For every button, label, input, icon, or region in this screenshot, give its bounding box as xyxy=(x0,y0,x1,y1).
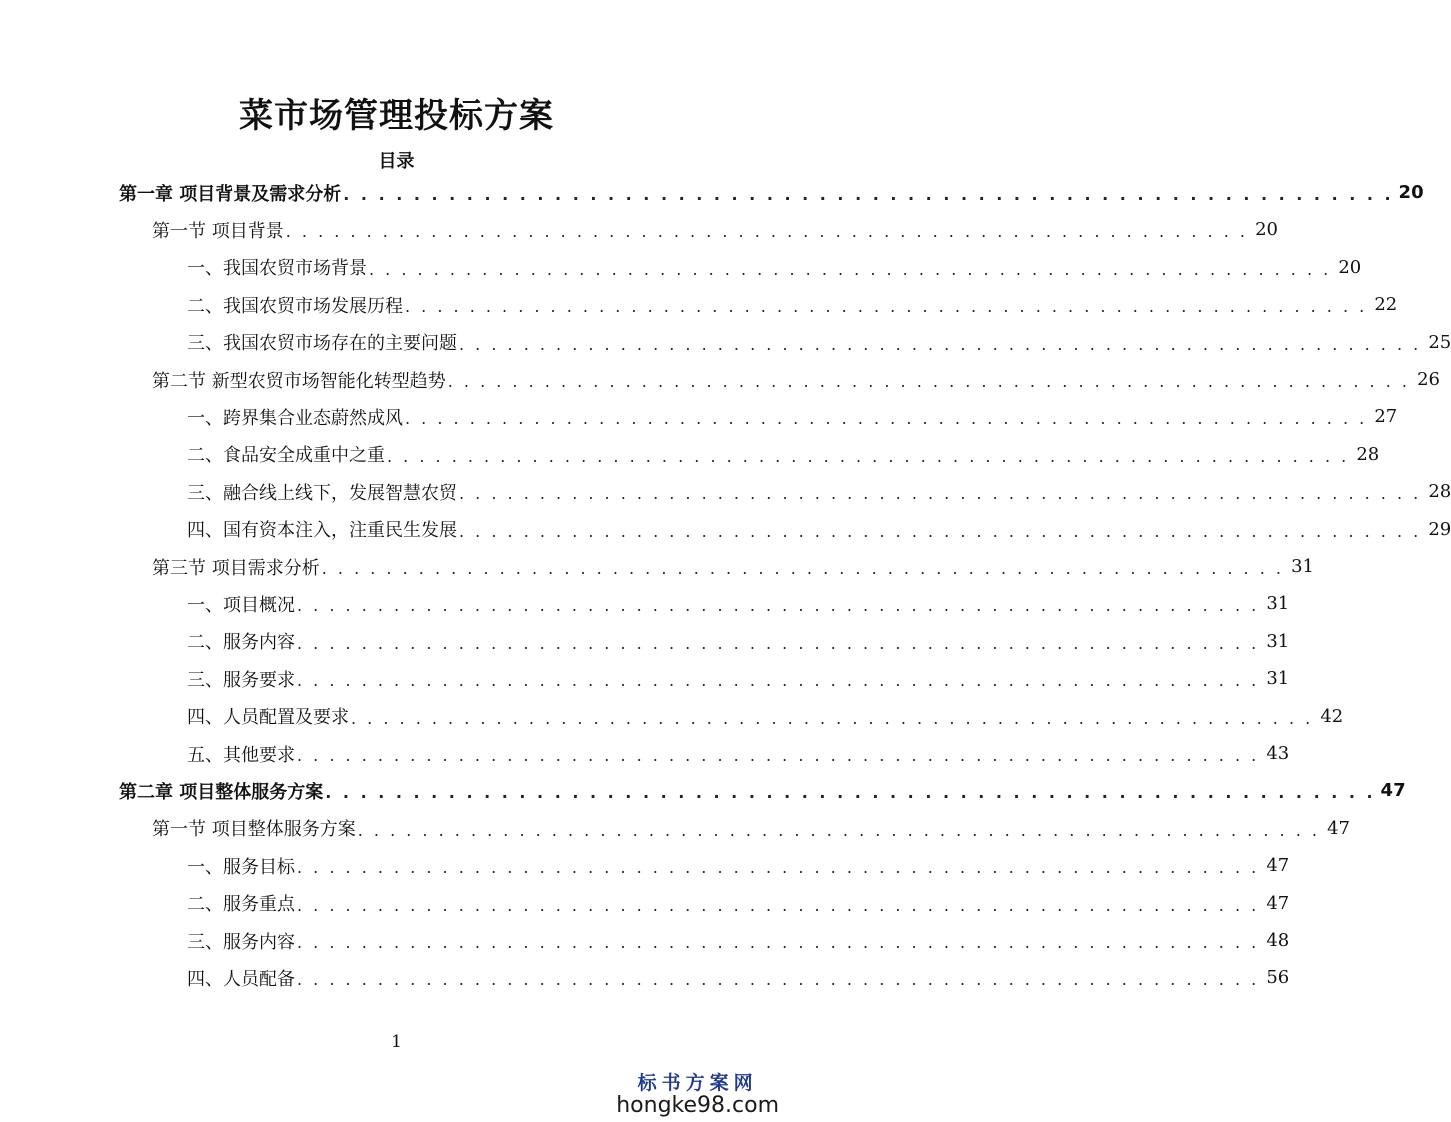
toc-subsection-entry[interactable] xyxy=(187,398,1398,435)
toc-entry-page: 20 xyxy=(1398,182,1424,203)
toc-dot-leader: . . . . . . . . . . . . . . . . . . . . . . . . . . . . . . . . . . . . . . . . . . . . . . . . . . . . . . . . . . . . xyxy=(357,820,1320,840)
toc-dot-leader: . . . . . . . . . . . . . . . . . . . . . . . . . . . . . . . . . . . . . . . . . . . . . . . . . . . . . . . . . . . . xyxy=(387,446,1350,466)
toc-entry-label: 第三节 项目需求分析 xyxy=(152,557,320,579)
toc-entry-label: 一、项目概况 xyxy=(187,594,295,616)
toc-dot-leader: . . . . . . . . . . . . . . . . . . . . . . . . . . . . . . . . . . . . . . . . . . . . . . . . . . . . . . . . . . . . xyxy=(351,708,1314,728)
toc-entry-page: 27 xyxy=(1374,406,1398,428)
toc-dot-leader: . . . . . . . . . . . . . . . . . . . . . . . . . . . . . . . . . . . . . . . . . . . . . . . . . . . . . . . . . . . . xyxy=(297,671,1260,691)
toc-subsection-entry[interactable] xyxy=(187,847,1290,884)
toc-subsection-entry[interactable] xyxy=(187,324,1451,361)
toc-dot-leader: . . . . . . . . . . . . . . . . . . . . . . . . . . . . . . . . . . . . . . . . . . . . . . . . . . . . . . . . . . . . xyxy=(297,633,1260,653)
toc-subsection-entry[interactable] xyxy=(187,436,1380,473)
toc-entry-label: 五、其他要求 xyxy=(187,744,295,766)
toc-entry-page: 28 xyxy=(1356,443,1380,465)
toc-dot-leader: . . . . . . . . . . . . . . . . . . . . . . . . . . . . . . . . . . . . . . . . . . . . . . . . . . . . . . . . . . . . xyxy=(459,334,1422,354)
toc-dot-leader: . . . . . . . . . . . . . . . . . . . . . . . . . . . . . . . . . . . . . . . . . . . . . . . . . . . . . . . . . . . . xyxy=(297,970,1260,990)
toc-entry-page: 47 xyxy=(1266,892,1290,914)
toc-dot-leader: . . . . . . . . . . . . . . . . . . . . . . . . . . . . . . . . . . . . . . . . . . . . . . . . . . . . . . . . . . . . xyxy=(325,783,1376,803)
toc-subsection-entry[interactable] xyxy=(187,249,1362,286)
toc-entry-page: 20 xyxy=(1338,256,1362,278)
toc-entry-page: 47 xyxy=(1380,780,1406,802)
toc-dot-leader: . . . . . . . . . . . . . . . . . . . . . . . . . . . . . . . . . . . . . . . . . . . . . . . . . . . . . . . . . . . . xyxy=(405,297,1368,317)
watermark-url: hongke98.com xyxy=(616,1093,779,1118)
toc-subsection-entry[interactable] xyxy=(187,735,1290,772)
toc-entry-page: 29 xyxy=(1428,518,1451,540)
toc-entry-label: 二、服务重点 xyxy=(187,894,295,916)
toc-subsection-entry[interactable] xyxy=(187,660,1290,697)
toc-entry-page: 47 xyxy=(1266,855,1290,877)
toc-entry-page: 31 xyxy=(1266,593,1290,615)
toc-dot-leader: . . . . . . . . . . . . . . . . . . . . . . . . . . . . . . . . . . . . . . . . . . . . . . . . . . . . . . . . . . . . xyxy=(297,895,1260,915)
toc-section-entry[interactable] xyxy=(152,361,1440,398)
toc-dot-leader: . . . . . . . . . . . . . . . . . . . . . . . . . . . . . . . . . . . . . . . . . . . . . . . . . . . . . . . . . . . . xyxy=(285,222,1248,242)
page-number: 1 xyxy=(391,1032,402,1052)
toc-entry-label: 四、人员配置及要求 xyxy=(187,707,349,729)
toc-dot-leader: . . . . . . . . . . . . . . . . . . . . . . . . . . . . . . . . . . . . . . . . . . . . . . . . . . . . . . . . . . . . xyxy=(369,259,1332,279)
toc-entry-label: 二、服务内容 xyxy=(187,632,295,654)
toc-entry-page: 42 xyxy=(1320,705,1344,727)
toc-entry-page: 31 xyxy=(1291,556,1314,577)
toc-dot-leader: . . . . . . . . . . . . . . . . . . . . . . . . . . . . . . . . . . . . . . . . . . . . . . . . . . . . . . . . . . . . xyxy=(343,185,1394,204)
watermark-text: 标书方案网 xyxy=(637,1072,758,1094)
toc-dot-leader: . . . . . . . . . . . . . . . . . . . . . . . . . . . . . . . . . . . . . . . . . . . . . . . . . . . . . . . . . . . . xyxy=(297,746,1260,765)
toc-entry-page: 22 xyxy=(1374,294,1398,316)
toc-dot-leader: . . . . . . . . . . . . . . . . . . . . . . . . . . . . . . . . . . . . . . . . . . . . . . . . . . . . . . . . . . . . xyxy=(447,372,1410,391)
toc-dot-leader: . . . . . . . . . . . . . . . . . . . . . . . . . . . . . . . . . . . . . . . . . . . . . . . . . . . . . . . . . . . . xyxy=(459,521,1422,541)
toc-heading: 目录 xyxy=(378,151,415,172)
toc-entry-label: 三、我国农贸市场存在的主要问题 xyxy=(187,333,457,355)
toc-dot-leader: . . . . . . . . . . . . . . . . . . . . . . . . . . . . . . . . . . . . . . . . . . . . . . . . . . . . . . . . . . . . xyxy=(405,409,1368,429)
toc-subsection-entry[interactable] xyxy=(187,286,1398,323)
watermark-logo xyxy=(616,1068,779,1118)
toc-entry-label: 三、服务内容 xyxy=(187,931,295,953)
toc-dot-leader: . . . . . . . . . . . . . . . . . . . . . . . . . . . . . . . . . . . . . . . . . . . . . . . . . . . . . . . . . . . . xyxy=(297,933,1260,952)
toc-entry-page: 47 xyxy=(1327,817,1350,839)
toc-entry-label: 一、跨界集合业态蔚然成风 xyxy=(187,407,403,429)
toc-section-entry[interactable] xyxy=(152,211,1278,248)
toc-subsection-entry[interactable] xyxy=(187,698,1344,735)
toc-subsection-entry[interactable] xyxy=(187,623,1290,660)
toc-entry-label: 第一节 项目背景 xyxy=(152,220,284,242)
toc-entry-label: 一、服务目标 xyxy=(187,856,295,878)
toc-entry-label: 一、我国农贸市场背景 xyxy=(187,258,367,280)
toc-entry-label: 二、食品安全成重中之重 xyxy=(187,445,385,467)
toc-dot-leader: . . . . . . . . . . . . . . . . . . . . . . . . . . . . . . . . . . . . . . . . . . . . . . . . . . . . . . . . . . . . xyxy=(297,596,1260,616)
toc-entry-page: 43 xyxy=(1266,743,1290,764)
toc-entry-page: 26 xyxy=(1417,369,1440,390)
toc-chapter-entry[interactable] xyxy=(119,772,1406,809)
toc-chapter-entry[interactable] xyxy=(119,174,1424,211)
toc-entry-label: 二、我国农贸市场发展历程 xyxy=(187,295,403,317)
toc-subsection-entry[interactable] xyxy=(187,959,1290,996)
toc-section-entry[interactable] xyxy=(152,810,1350,847)
document-title: 菜市场管理投标方案 xyxy=(239,96,554,136)
toc-subsection-entry[interactable] xyxy=(187,511,1451,548)
toc-entry-label: 第二节 新型农贸市场智能化转型趋势 xyxy=(152,370,446,392)
toc-entry-page: 31 xyxy=(1266,630,1290,652)
toc-entry-label: 第一节 项目整体服务方案 xyxy=(152,819,356,841)
toc-dot-leader: . . . . . . . . . . . . . . . . . . . . . . . . . . . . . . . . . . . . . . . . . . . . . . . . . . . . . . . . . . . . xyxy=(321,559,1284,578)
toc-subsection-entry[interactable] xyxy=(187,922,1290,959)
toc-entry-page: 28 xyxy=(1428,481,1451,503)
toc-entry-page: 56 xyxy=(1266,967,1290,989)
toc-entry-page: 48 xyxy=(1266,930,1290,951)
toc-entry-label: 第一章 项目背景及需求分析 xyxy=(119,183,342,205)
toc-dot-leader: . . . . . . . . . . . . . . . . . . . . . . . . . . . . . . . . . . . . . . . . . . . . . . . . . . . . . . . . . . . . xyxy=(297,858,1260,878)
toc-subsection-entry[interactable] xyxy=(187,473,1451,510)
toc-entry-label: 三、融合线上线下，发展智慧农贸 xyxy=(187,482,457,504)
toc-dot-leader: . . . . . . . . . . . . . . . . . . . . . . . . . . . . . . . . . . . . . . . . . . . . . . . . . . . . . . . . . . . . xyxy=(459,484,1422,504)
toc-entry-label: 四、国有资本注入，注重民生发展 xyxy=(187,520,457,542)
toc-entry-page: 25 xyxy=(1428,331,1451,353)
toc-section-entry[interactable] xyxy=(152,548,1314,585)
toc-entry-page: 31 xyxy=(1266,668,1290,690)
toc-subsection-entry[interactable] xyxy=(187,885,1290,922)
toc-entry-label: 三、服务要求 xyxy=(187,669,295,691)
toc-entry-label: 第二章 项目整体服务方案 xyxy=(119,781,324,803)
toc-subsection-entry[interactable] xyxy=(187,585,1290,622)
toc-entry-page: 20 xyxy=(1255,219,1278,241)
toc-entry-label: 四、人员配备 xyxy=(187,968,295,990)
